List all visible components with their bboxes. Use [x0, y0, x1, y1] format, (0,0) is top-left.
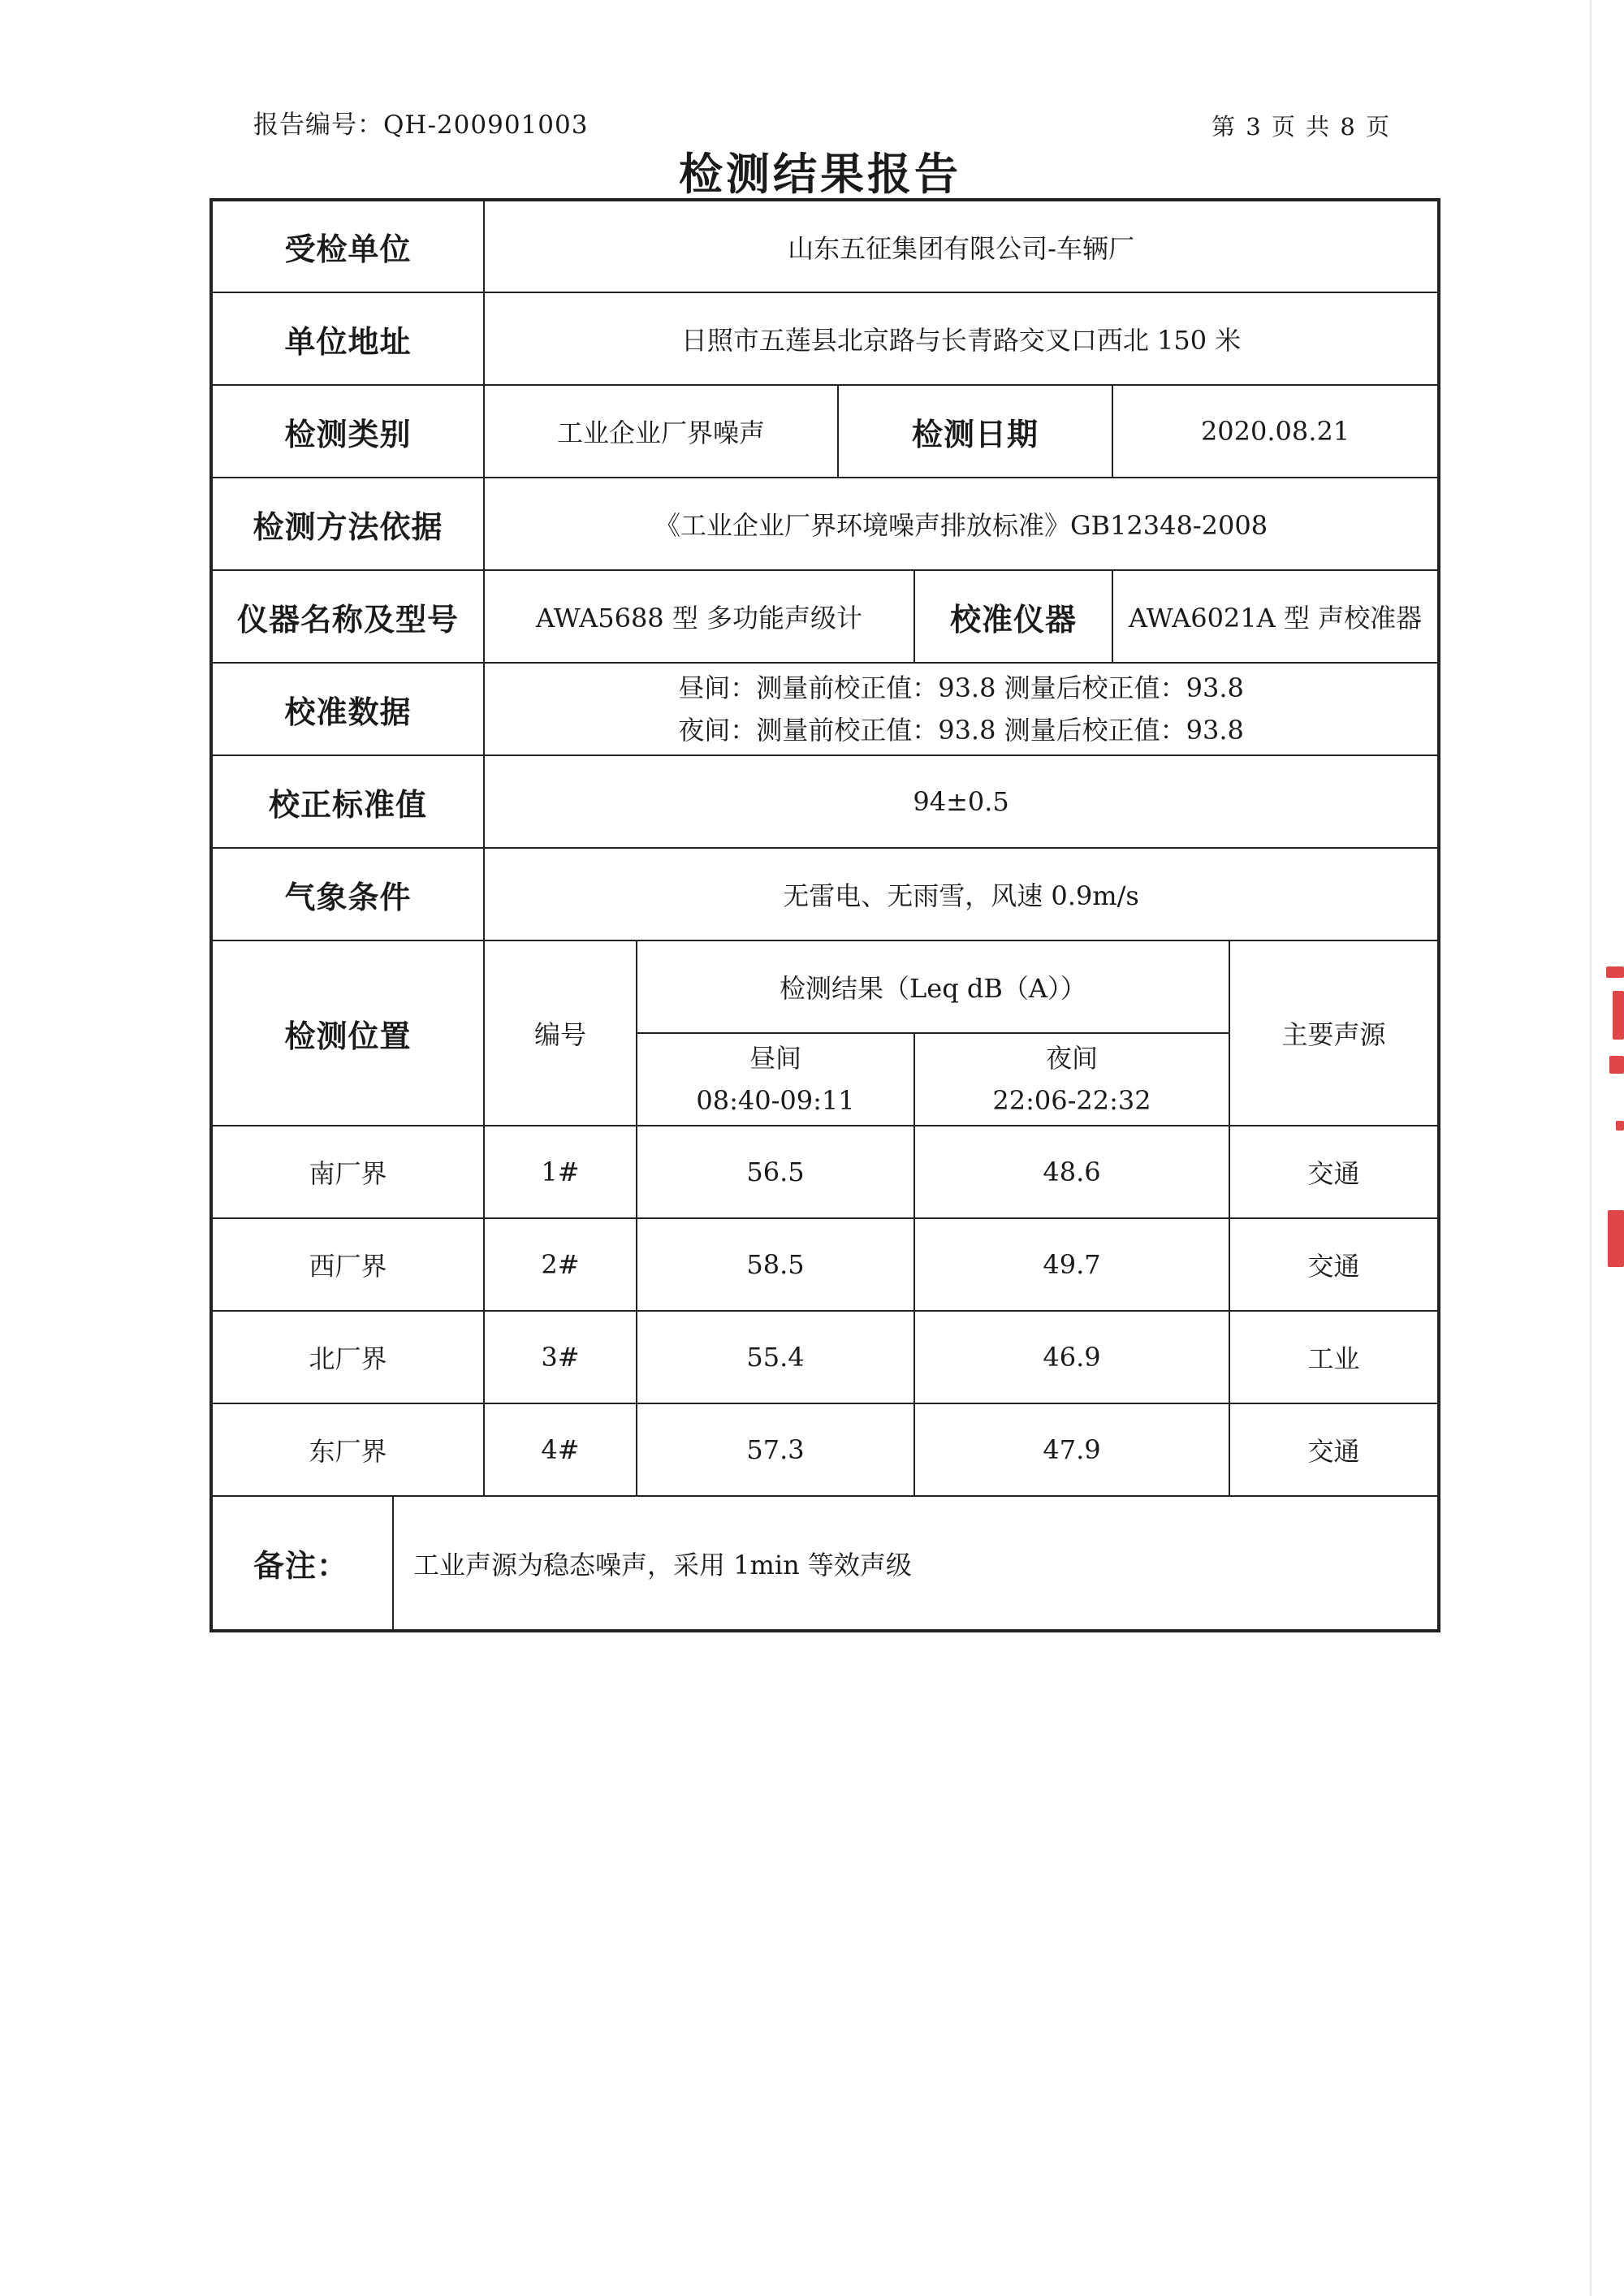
instrument-value: AWA5688 型 多功能声级计 [484, 570, 914, 663]
row-address [211, 292, 1439, 385]
notes-value: 工业声源为稳态噪声，采用 1min 等效声级 [393, 1496, 1439, 1631]
row-number: 4# [484, 1403, 637, 1496]
instrument-label: 仪器名称及型号 [211, 570, 484, 663]
row-day-value: 58.5 [637, 1218, 914, 1311]
row-position: 北厂界 [211, 1311, 484, 1403]
row-instrument [211, 570, 1439, 663]
row-source: 工业 [1229, 1311, 1439, 1403]
table-row [211, 1218, 1439, 1311]
results-header-row-1 [211, 940, 1439, 1033]
row-calib-data [211, 663, 1439, 755]
report-number: 报告编号：QH-200901003 [253, 110, 589, 140]
calib-data-value [484, 663, 1439, 755]
address-value: 日照市五莲县北京路与长青路交叉口西北 150 米 [484, 292, 1439, 385]
table-row [211, 1311, 1439, 1403]
calibrator-label: 校准仪器 [914, 570, 1112, 663]
page-indicator: 第 3 页 共 8 页 [1212, 113, 1391, 141]
address-label: 单位地址 [211, 292, 484, 385]
row-night-value: 47.9 [914, 1403, 1229, 1496]
day-header [637, 1033, 914, 1126]
inspected-unit-value: 山东五征集团有限公司-车辆厂 [484, 200, 1439, 292]
date-value: 2020.08.21 [1112, 385, 1439, 478]
day-header-label: 昼间 [749, 1043, 802, 1074]
row-position: 西厂界 [211, 1218, 484, 1311]
row-day-value: 55.4 [637, 1311, 914, 1403]
row-notes [211, 1496, 1439, 1631]
category-value: 工业企业厂界噪声 [484, 385, 838, 478]
category-label: 检测类别 [211, 385, 484, 478]
weather-label: 气象条件 [211, 848, 484, 940]
night-header-label: 夜间 [1046, 1043, 1099, 1074]
calib-std-value: 94±0.5 [484, 755, 1439, 848]
night-header-time: 22:06-22:32 [992, 1085, 1151, 1116]
row-position: 南厂界 [211, 1126, 484, 1218]
row-night-value: 49.7 [914, 1218, 1229, 1311]
row-night-value: 46.9 [914, 1311, 1229, 1403]
number-header: 编号 [484, 940, 637, 1126]
row-weather [211, 848, 1439, 940]
calibrator-value: AWA6021A 型 声校准器 [1112, 570, 1439, 663]
row-category-date [211, 385, 1439, 478]
row-position: 东厂界 [211, 1403, 484, 1496]
calib-data-label: 校准数据 [211, 663, 484, 755]
red-seal-fragment [1603, 966, 1624, 1291]
position-header: 检测位置 [211, 940, 484, 1126]
table-row [211, 1403, 1439, 1496]
calib-data-night: 夜间：测量前校正值：93.8 测量后校正值：93.8 [678, 715, 1244, 746]
row-night-value: 48.6 [914, 1126, 1229, 1218]
document-title: 检测结果报告 [679, 149, 961, 200]
row-method [211, 478, 1439, 570]
row-source: 交通 [1229, 1218, 1439, 1311]
notes-label: 备注： [211, 1496, 393, 1631]
method-value: 《工业企业厂界环境噪声排放标准》GB12348-2008 [484, 478, 1439, 570]
row-source: 交通 [1229, 1126, 1439, 1218]
method-label: 检测方法依据 [211, 478, 484, 570]
scan-edge [1590, 0, 1592, 2296]
row-inspected-unit [211, 200, 1439, 292]
inspected-unit-label: 受检单位 [211, 200, 484, 292]
row-number: 1# [484, 1126, 637, 1218]
day-header-time: 08:40-09:11 [696, 1085, 855, 1116]
row-source: 交通 [1229, 1403, 1439, 1496]
row-number: 2# [484, 1218, 637, 1311]
row-calib-std [211, 755, 1439, 848]
table-row [211, 1126, 1439, 1218]
calib-data-day: 昼间：测量前校正值：93.8 测量后校正值：93.8 [678, 672, 1244, 703]
row-day-value: 57.3 [637, 1403, 914, 1496]
calib-std-label: 校正标准值 [211, 755, 484, 848]
row-number: 3# [484, 1311, 637, 1403]
source-header: 主要声源 [1229, 940, 1439, 1126]
weather-value: 无雷电、无雨雪，风速 0.9m/s [484, 848, 1439, 940]
date-label: 检测日期 [838, 385, 1112, 478]
night-header [914, 1033, 1229, 1126]
result-header: 检测结果（Leq dB（A）） [637, 940, 1229, 1033]
row-day-value: 56.5 [637, 1126, 914, 1218]
report-table [209, 198, 1440, 1632]
